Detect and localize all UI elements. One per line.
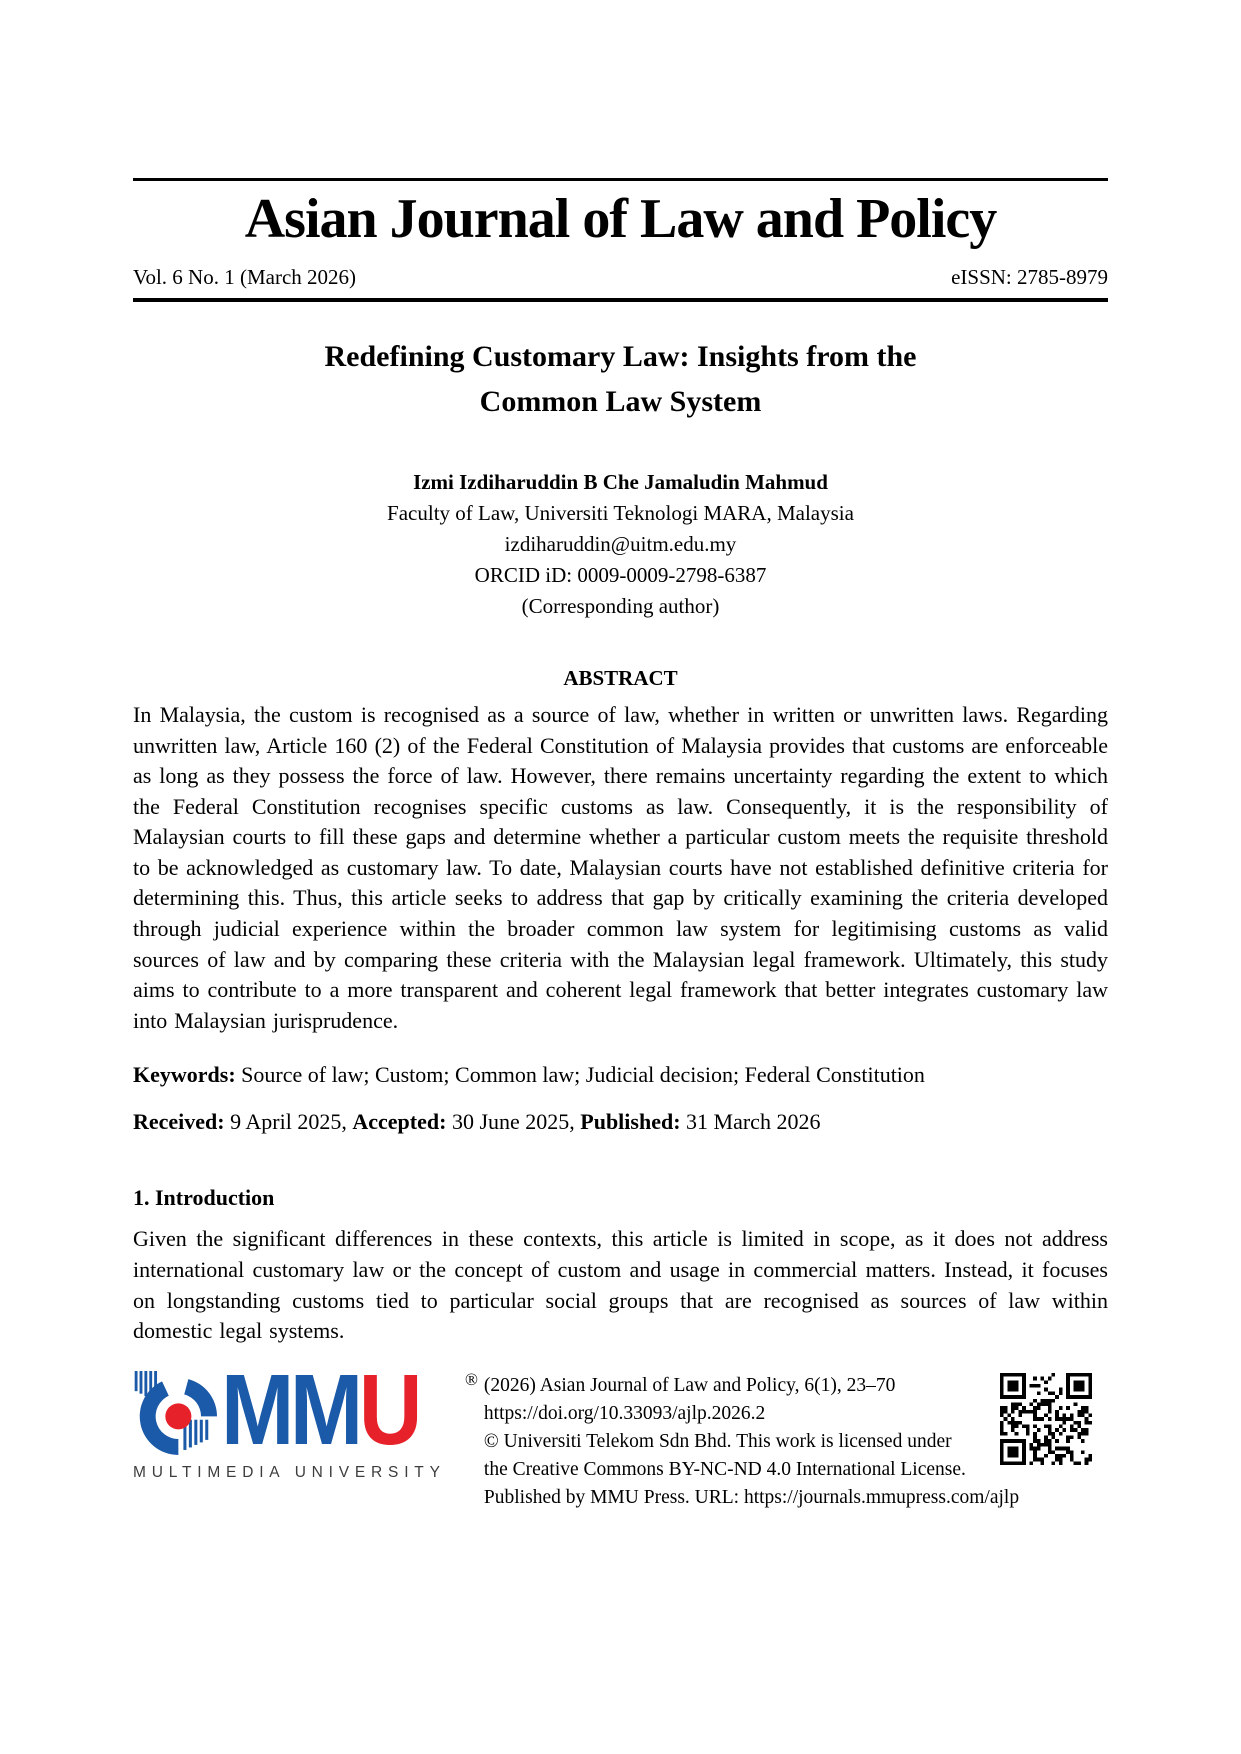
keywords-label: Keywords: [133, 1062, 236, 1088]
article-title-line1: Redefining Customary Law: Insights from the [324, 339, 917, 373]
keywords-value: Source of law; Custom; Common law; Judicial decision; Federal Constitution [241, 1062, 925, 1088]
header-top-rule [133, 178, 1108, 181]
article-title-line2: Common Law System [479, 384, 762, 418]
author-orcid: ORCID iD: 0009-0009-2798-6387 [474, 562, 767, 587]
corresponding-author-note: (Corresponding author) [521, 593, 720, 618]
mmu-logo-row [133, 1353, 463, 1466]
mmu-tagline: MULTIMEDIA UNIVERSITY [133, 1463, 446, 1481]
volume-info: Vol. 6 No. 1 (March 2026) [133, 264, 357, 289]
citation-license-line2: the Creative Commons BY-NC-ND 4.0 International License. [483, 1458, 966, 1480]
article-title [133, 334, 1108, 424]
author-name: Izmi Izdiharuddin B Che Jamaludin Mahmud [413, 469, 828, 494]
header-double-rule [133, 298, 1108, 302]
citation-doi-link[interactable]: https://doi.org/10.33093/ajlp.2026.2 [483, 1402, 766, 1424]
citation-publisher-url-link[interactable]: Published by MMU Press. URL: https://journals.mmupress.com/ajlp [483, 1486, 1020, 1508]
accepted-label: Accepted: [352, 1109, 447, 1135]
introduction-heading: 1. Introduction [133, 1185, 275, 1211]
keywords-line [133, 1060, 1108, 1090]
citation-license-line1: © Universiti Telekom Sdn Bhd. This work is licensed under [483, 1430, 952, 1452]
abstract-heading: ABSTRACT [563, 665, 678, 690]
citation-reference: (2026) Asian Journal of Law and Policy, 6(1), 23–70 [483, 1374, 896, 1396]
qr-code [1000, 1373, 1092, 1465]
mmu-logo [133, 1353, 463, 1482]
published-value: 31 March 2026 [686, 1109, 821, 1135]
mmu-letters-mm: MM [221, 1353, 359, 1466]
page-content [133, 0, 1108, 1512]
received-label: Received: [133, 1109, 225, 1135]
published-label: Published: [580, 1109, 681, 1135]
journal-meta [133, 265, 1108, 290]
mmu-letters [221, 1353, 418, 1466]
dates-line [133, 1107, 1108, 1137]
author-affiliation: Faculty of Law, Universiti Teknologi MARA, Malaysia [387, 500, 854, 525]
author-block [133, 467, 1108, 622]
registered-trademark-symbol: ® [465, 1369, 478, 1389]
mmu-red-dot [165, 1403, 191, 1429]
mmu-logo-mark-icon [133, 1371, 217, 1455]
mmu-letters-u: U [358, 1353, 418, 1466]
received-value: 9 April 2025, [230, 1109, 347, 1135]
footer [133, 1353, 1108, 1512]
accepted-value: 30 June 2025, [451, 1109, 575, 1135]
author-email-link[interactable]: izdiharuddin@uitm.edu.my [504, 531, 737, 556]
abstract-text: In Malaysia, the custom is recognised as a source of law, whether in written or unwritten laws. Regarding unwritten law, Article 160 (2) of the Federal Constitution of Malaysia provides that customs are enforceable as long as they possess the force of law. However, there remains uncertainty regarding the extent to which the Federal Constitution recognises specific customs as law. Consequently, it is the responsibility of Malaysian courts to fill these gaps and determine whether a particular custom meets the requisite threshold to be acknowledged as customary law. To date, Malaysian courts have not established definitive criteria for determining this. Thus, this article seeks to address that gap by critically examining the criteria developed through judicial experience within the broader common law system for legitimising customs as valid sources of law and by comparing these criteria with the Malaysian legal framework. Ultimately, this study aims to contribute to a more transparent and coherent legal framework that better integrates customary law into Malaysian jurisprudence. [133, 701, 1108, 1033]
eissn: eISSN: 2785-8979 [951, 264, 1108, 289]
introduction-text: Given the significant differences in these contexts, this article is limited in scope, as it does not address international customary law or the concept of custom and usage in commercial matters. Instead, it focuses on longstanding customs tied to particular social groups that are recognised as sources of law within domestic legal systems. [133, 1226, 1108, 1344]
journal-title: Asian Journal of Law and Policy [244, 188, 997, 250]
